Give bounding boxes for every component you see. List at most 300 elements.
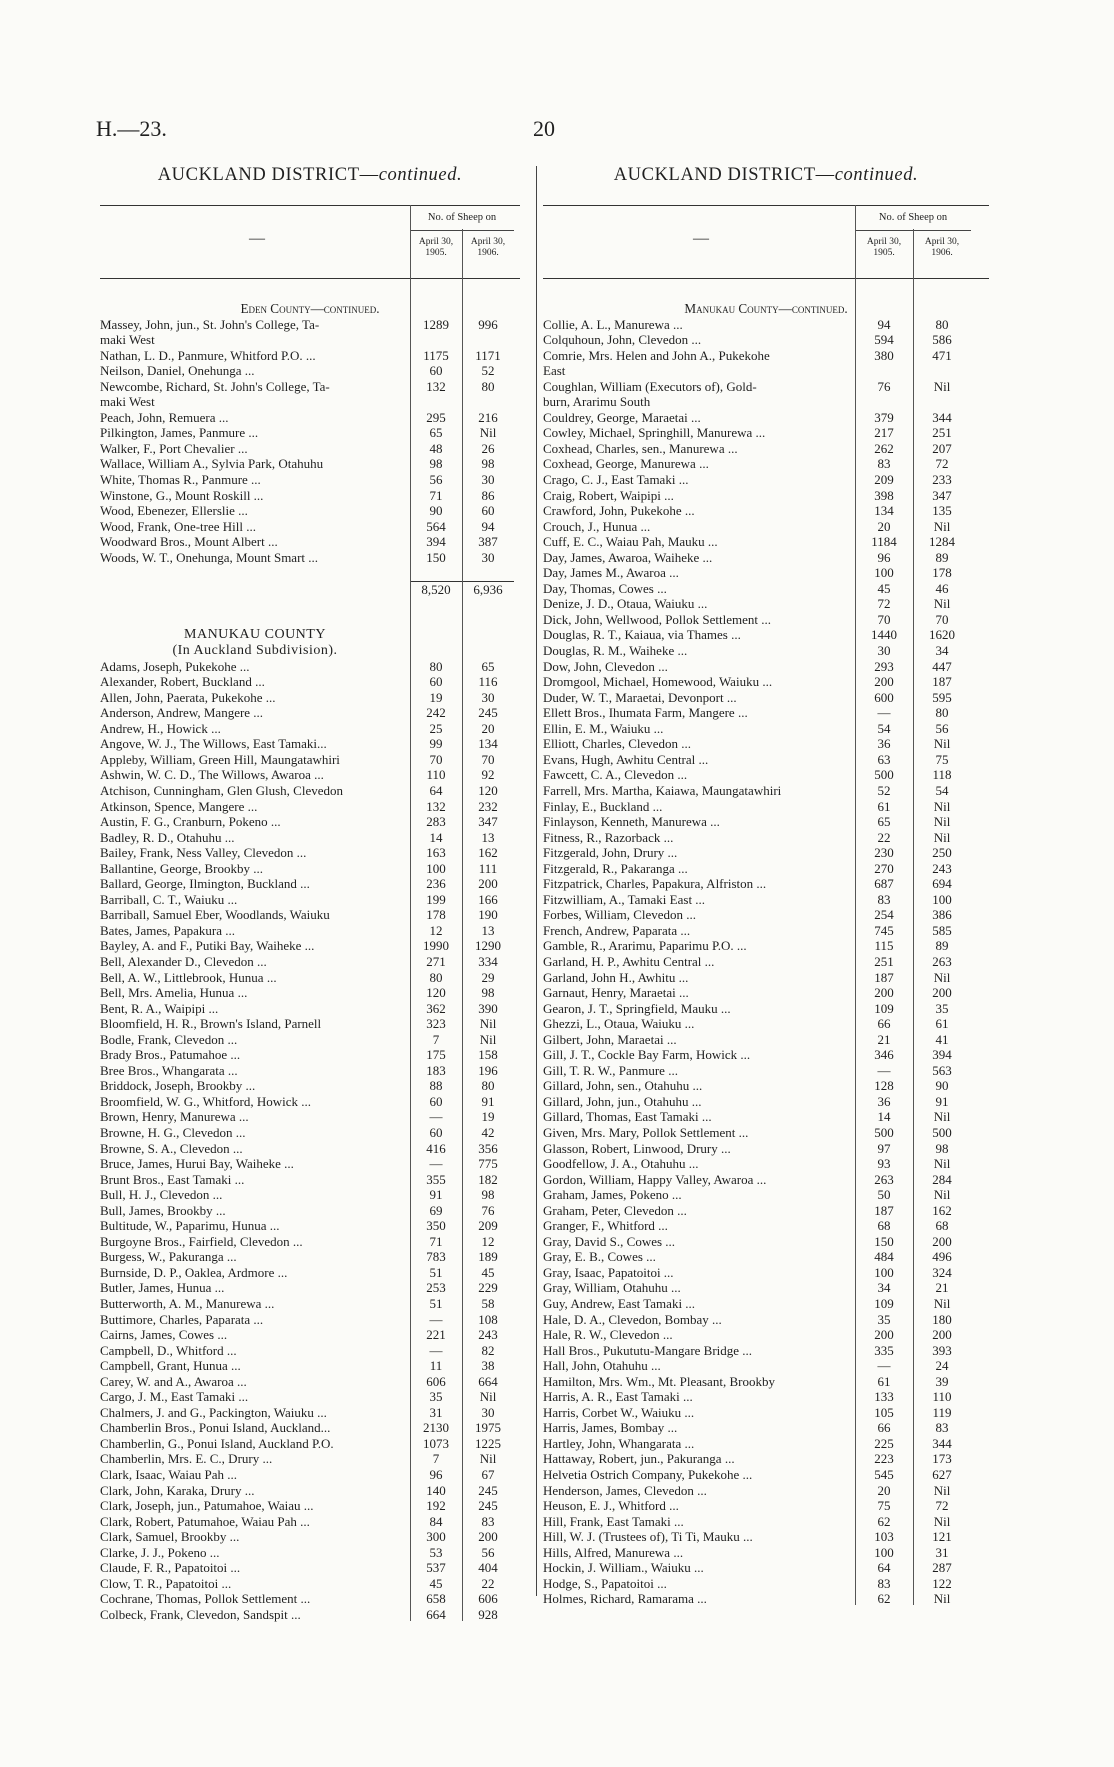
sheep-1906: 243: [478, 1327, 498, 1343]
sheep-1905: 98: [429, 456, 443, 472]
year-header-1905: April 30, 1905.: [418, 237, 454, 258]
sheep-1906: 207: [932, 440, 952, 456]
sheep-1905: 110: [426, 767, 446, 783]
owner-name: Appleby, William, Green Hill, Maungatawhiri: [100, 751, 340, 767]
name-column-header: —: [693, 230, 709, 247]
sheep-1905: 187: [874, 1202, 894, 1218]
sheep-1905: 362: [426, 1000, 446, 1016]
sheep-1906: 26: [481, 440, 495, 456]
owner-name: Gillard, Thomas, East Tamaki ...: [543, 1109, 712, 1125]
table-row: [543, 1529, 989, 1545]
sheep-1905: 63: [877, 751, 891, 767]
sheep-1905: 209: [874, 472, 894, 488]
sheep-1906: 42: [481, 1124, 495, 1140]
sheep-1906: 98: [481, 456, 495, 472]
sheep-1906: Nil: [933, 1296, 951, 1311]
sheep-1906: 162: [478, 845, 498, 861]
sheep-1906: Nil: [933, 1187, 951, 1203]
sheep-1905: 606: [426, 1373, 446, 1389]
table-row: [100, 348, 520, 364]
table-row: [100, 923, 520, 939]
owner-name: Andrew, H., Howick ...: [100, 720, 221, 736]
owner-name: Badley, R. D., Otahuhu ...: [100, 829, 235, 845]
sheep-1906: 65: [481, 658, 495, 674]
table-row: [543, 1016, 989, 1032]
owner-name: Neilson, Daniel, Onehunga ...: [100, 363, 255, 379]
sheep-1905: 200: [874, 1327, 894, 1343]
sheep-1906: 35: [935, 1000, 949, 1016]
owner-name: Chamberlin, Mrs. E. C., Drury ...: [100, 1451, 273, 1467]
sheep-1906: 393: [932, 1342, 952, 1358]
owner-name: Barriball, C. T., Waiuku ...: [100, 891, 238, 907]
owner-name: Gill, T. R. W., Panmure ...: [543, 1062, 678, 1078]
owner-name: Crawford, John, Pukekohe ...: [543, 503, 695, 519]
sheep-1905: 34: [877, 1280, 891, 1296]
owner-name: Hodge, S., Papatoitoi ...: [543, 1575, 667, 1591]
sheep-1905: 20: [877, 518, 891, 534]
table-row: [543, 1327, 989, 1343]
section-heading: [100, 627, 520, 643]
owner-name: Elliott, Charles, Clevedon ...: [543, 736, 692, 752]
sheep-1905: 60: [429, 674, 443, 690]
sheep-1905: 48: [429, 440, 443, 456]
sheep-1905: 150: [874, 1233, 894, 1249]
owner-name: Hall Bros., Pukututu-Mangare Bridge ...: [543, 1342, 753, 1358]
table-row: [543, 1141, 989, 1157]
owner-name: Wood, Frank, One-tree Hill ...: [100, 518, 256, 534]
sheep-1905: 664: [426, 1606, 446, 1622]
table-row: [543, 1265, 989, 1281]
owner-name: Pilkington, James, Panmure ...: [100, 425, 259, 441]
owner-name: Day, James M., Awaroa ...: [543, 565, 679, 581]
sheep-1905: 60: [429, 1124, 443, 1140]
table-row: [543, 985, 989, 1001]
owner-name: Bloomfield, H. R., Brown's Island, Parnell: [100, 1016, 322, 1032]
owner-name: Hale, D. A., Clevedon, Bombay ...: [543, 1311, 722, 1327]
sheep-1905: 200: [874, 674, 894, 690]
sheep-1906: 394: [932, 1047, 952, 1063]
sheep-1906: 1225: [475, 1435, 501, 1451]
sheep-1905: 62: [877, 1513, 891, 1529]
sheep-1905: 103: [874, 1529, 894, 1545]
table-row: [100, 876, 520, 892]
table-row: [100, 1607, 520, 1623]
owner-name: Ballantine, George, Brookby ...: [100, 860, 263, 876]
owner-name: Gray, William, Otahuhu ...: [543, 1280, 681, 1296]
owner-name: Collie, A. L., Manurewa ...: [543, 316, 683, 332]
table-row: [543, 1156, 989, 1172]
sheep-1906: Nil: [479, 1031, 497, 1047]
sheep-1905: 183: [426, 1062, 446, 1078]
section-title-main: AUCKLAND DISTRICT—: [157, 165, 379, 185]
sheep-1905: 283: [426, 814, 446, 830]
sheep-1906: 1284: [929, 534, 955, 550]
owner-name: Carey, W. and A., Awaroa ...: [100, 1373, 247, 1389]
owner-name: Gray, Isaac, Papatoitoi ...: [543, 1264, 674, 1280]
owner-name: East: [543, 363, 566, 379]
sheep-1906: 178: [932, 565, 952, 581]
owner-name: Wood, Ebenezer, Ellerslie ...: [100, 503, 248, 519]
sheep-1905: 500: [874, 767, 894, 783]
sheep-1906: 110: [932, 1389, 952, 1405]
sheep-1905: 115: [874, 938, 894, 954]
table-row: [543, 1172, 989, 1188]
sheep-1905: 56: [429, 472, 443, 488]
sheep-1906: 60: [481, 503, 495, 519]
sheep-1905: 1990: [423, 938, 449, 954]
table-body: [543, 279, 989, 1607]
table-row: [100, 1327, 520, 1343]
sheep-1906: 100: [932, 891, 952, 907]
sheep-1906: 187: [932, 674, 952, 690]
owner-name: Cowley, Michael, Springhill, Manurewa ...: [543, 425, 766, 441]
table-row: [543, 892, 989, 908]
sheep-1906: 70: [935, 611, 949, 627]
owner-name: Day, James, Awaroa, Waiheke ...: [543, 549, 713, 565]
sheep-1905: 70: [877, 611, 891, 627]
sheep-1905: 109: [874, 1000, 894, 1016]
sheep-1905: 36: [877, 736, 891, 752]
sheep-1905: 65: [429, 425, 443, 441]
owner-name: Ballard, George, Ilmington, Buckland ...: [100, 876, 310, 892]
table-row: [100, 456, 520, 472]
table-row: [543, 845, 989, 861]
table-row: [543, 425, 989, 441]
table-row: [543, 503, 989, 519]
section-heading: Eden County—continued.: [240, 301, 380, 316]
table-row: [543, 565, 989, 581]
owner-name: Clark, Isaac, Waiau Pah ...: [100, 1467, 237, 1483]
sheep-1905: 50: [877, 1187, 891, 1203]
sheep-1906: 20: [481, 720, 495, 736]
sheep-1905: 75: [877, 1498, 891, 1514]
owner-name: burn, Ararimu South: [543, 394, 651, 410]
table-row: [543, 1576, 989, 1592]
sheep-1905: 51: [429, 1296, 443, 1311]
sheep-1906: 39: [935, 1373, 949, 1389]
sheep-1906: 245: [478, 1482, 498, 1498]
table-row: [100, 783, 520, 799]
owner-name: Woods, W. T., Onehunga, Mount Smart ...: [100, 549, 319, 565]
table-row: [543, 783, 989, 799]
sheep-1905: 236: [426, 876, 446, 892]
sheep-1905: 68: [877, 1218, 891, 1234]
table-row: [100, 892, 520, 908]
sheep-1905: 295: [426, 409, 446, 425]
sheep-1906: 38: [481, 1358, 495, 1374]
sheep-1906: 46: [935, 580, 949, 596]
table-row: [100, 799, 520, 815]
table-row: [100, 425, 520, 441]
sheep-1906: 344: [932, 1435, 952, 1451]
sheep-1905: 100: [874, 1544, 894, 1560]
sheep-1905: 1184: [871, 534, 897, 550]
owner-name: Nathan, L. D., Panmure, Whitford P.O. ...: [100, 347, 316, 363]
sheep-1905: 323: [426, 1016, 446, 1032]
sheep-1906: 80: [481, 1078, 495, 1094]
owner-name: Graham, Peter, Clevedon ...: [543, 1202, 687, 1218]
table-row: [543, 1234, 989, 1250]
owner-name: French, Andrew, Paparata ...: [543, 922, 691, 938]
table-row: [543, 1405, 989, 1421]
sheep-1906: 595: [932, 689, 952, 705]
table-row: [100, 705, 520, 721]
sheep-1905: 61: [877, 798, 891, 814]
owner-name: Garland, H. P., Awhitu Central ...: [543, 953, 715, 969]
sheep-1906: 98: [935, 1140, 949, 1156]
sheep-1906: 216: [478, 409, 498, 425]
owner-name: Guy, Andrew, East Tamaki ...: [543, 1296, 696, 1311]
table-row: [543, 1591, 989, 1607]
owner-name: Brown, Henry, Manurewa ...: [100, 1109, 249, 1125]
table-row: [100, 1591, 520, 1607]
sheep-1906: 356: [478, 1140, 498, 1156]
sheep-1905: 484: [874, 1249, 894, 1265]
owner-name: Dromgool, Michael, Homewood, Waiuku ...: [543, 674, 773, 690]
sheep-1906: 134: [478, 736, 498, 752]
table-row: [543, 1436, 989, 1452]
table-row: [100, 1141, 520, 1157]
owner-name: Newcombe, Richard, St. John's College, Ta-: [100, 378, 330, 394]
owner-name: Massey, John, jun., St. John's College, Ta-: [100, 316, 320, 332]
sheep-1905: 69: [429, 1202, 443, 1218]
sheep-1905: 64: [429, 782, 443, 798]
sheep-1906: Nil: [933, 1591, 951, 1607]
table-row: [100, 845, 520, 861]
owner-name: Winstone, G., Mount Roskill ...: [100, 487, 264, 503]
sheep-1905: 84: [429, 1513, 443, 1529]
sheep-1905: 1440: [871, 627, 897, 643]
table-row: [543, 674, 989, 690]
sheep-1905: 8,520: [410, 581, 462, 597]
owner-name: Douglas, R. T., Kaiaua, via Thames ...: [543, 627, 741, 643]
sheep-1905: 7: [432, 1031, 440, 1047]
table-row: [100, 612, 520, 628]
sheep-1906: Nil: [479, 1451, 497, 1467]
county-heading: MANUKAU COUNTY: [184, 627, 326, 643]
sheep-1906: 90: [935, 1078, 949, 1094]
sheep-1906: Nil: [933, 596, 951, 612]
sheep-1905: 91: [429, 1187, 443, 1203]
owner-name: Hill, Frank, East Tamaki ...: [543, 1513, 684, 1529]
table-row: [543, 767, 989, 783]
table-row: [100, 767, 520, 783]
table-row: [100, 441, 520, 457]
sheep-1905: 83: [877, 456, 891, 472]
table-row: [543, 1483, 989, 1499]
table-row: [543, 799, 989, 815]
owner-name: Fitness, R., Razorback ...: [543, 829, 674, 845]
sheep-1906: 122: [932, 1575, 952, 1591]
sheep-1905: 545: [874, 1467, 894, 1483]
sheep-1905: 1289: [423, 316, 449, 332]
table-row: [100, 985, 520, 1001]
table-body: [100, 279, 520, 1622]
owner-name: Adams, Joseph, Pukekohe ...: [100, 658, 250, 674]
sheep-1906: 664: [478, 1373, 498, 1389]
sheep-1905: 54: [877, 720, 891, 736]
table-row: [100, 1529, 520, 1545]
sheep-1906: 334: [478, 953, 498, 969]
sheep-1905: 1175: [423, 347, 449, 363]
sheep-1906: 45: [481, 1264, 495, 1280]
sheep-1906: 196: [478, 1062, 498, 1078]
table-row: [100, 1420, 520, 1436]
sheep-1905: 76: [877, 378, 891, 394]
owner-name: Colquhoun, John, Clevedon ...: [543, 332, 702, 348]
owner-name: Glasson, Robert, Linwood, Drury ...: [543, 1140, 731, 1156]
sheep-1906: Nil: [933, 798, 951, 814]
owner-name: Finlay, E., Buckland ...: [543, 798, 663, 814]
owner-name: Bayley, A. and F., Putiki Bay, Waiheke ...: [100, 938, 315, 954]
sheep-1906: Nil: [933, 829, 951, 845]
sheep-1906: 209: [478, 1218, 498, 1234]
owner-name: Hall, John, Otahuhu ...: [543, 1358, 661, 1374]
table-row: [100, 690, 520, 706]
table-row: [543, 472, 989, 488]
sheep-1906: 694: [932, 876, 952, 892]
table-row: [543, 348, 989, 364]
sheep-1905: 109: [874, 1296, 894, 1311]
sheep-1905: 223: [874, 1451, 894, 1467]
sheep-1906: 200: [478, 876, 498, 892]
owner-name: Wallace, William A., Sylvia Park, Otahuhu: [100, 456, 324, 472]
table-row: [543, 876, 989, 892]
column-rule: [913, 229, 914, 1605]
year-header-1906: April 30, 1906.: [470, 237, 506, 258]
sheep-1906: 1290: [475, 938, 501, 954]
table-row: [543, 970, 989, 986]
table-row: [100, 1436, 520, 1452]
sheep-1906: 80: [935, 705, 949, 721]
owner-name: maki West: [100, 332, 155, 348]
table-row: [543, 1203, 989, 1219]
owner-name: Gillard, John, jun., Otahuhu ...: [543, 1093, 702, 1109]
owner-name: Harris, Corbet W., Waiuku ...: [543, 1404, 695, 1420]
owner-name: Cairns, James, Cowes ...: [100, 1327, 228, 1343]
sheep-1906: 347: [478, 814, 498, 830]
sheep-1906: 56: [935, 720, 949, 736]
table-row: [100, 1109, 520, 1125]
table-row: [543, 1343, 989, 1359]
owner-name: Fitzgerald, John, Drury ...: [543, 845, 678, 861]
sheep-1906: 29: [481, 969, 495, 985]
owner-name: Allen, John, Paerata, Pukekohe ...: [100, 689, 276, 705]
sheep-1906: 200: [478, 1529, 498, 1545]
sheep-1906: 158: [478, 1047, 498, 1063]
sheep-1906: 34: [935, 643, 949, 659]
owner-name: Henderson, James, Clevedon ...: [543, 1482, 707, 1498]
owner-name: Hattaway, Robert, jun., Pakuranga ...: [543, 1451, 735, 1467]
owner-name: Hamilton, Mrs. Wm., Mt. Pleasant, Brookby: [543, 1373, 775, 1389]
sheep-1905: 132: [426, 798, 446, 814]
sheep-1905: 200: [874, 985, 894, 1001]
sheep-1906: 775: [478, 1156, 498, 1172]
sheep-1905: 394: [426, 534, 446, 550]
total-row: [100, 581, 520, 597]
sheep-1905: 416: [426, 1140, 446, 1156]
sheep-1905: 658: [426, 1591, 446, 1607]
sheep-1905: 199: [426, 891, 446, 907]
table-row: [543, 317, 989, 333]
owner-name: Ellin, E. M., Waiuku ...: [543, 720, 664, 736]
sheep-1906: 245: [478, 1498, 498, 1514]
table-row: [100, 1156, 520, 1172]
sheep-1906: 31: [935, 1544, 949, 1560]
owner-name: Bodle, Frank, Clevedon ...: [100, 1031, 238, 1047]
sheep-1906: 135: [932, 503, 952, 519]
table-row: [543, 1063, 989, 1079]
section-title-main: AUCKLAND DISTRICT—: [613, 165, 835, 185]
owner-name: Atchison, Cunningham, Glen Glush, Clevedon: [100, 782, 344, 798]
owner-name: [100, 596, 410, 612]
sheep-1906: 471: [932, 347, 952, 363]
table-row: [100, 1467, 520, 1483]
table-row: [100, 659, 520, 675]
year-header-1905: April 30, 1905.: [866, 237, 902, 258]
sheep-1905: 1073: [423, 1435, 449, 1451]
sheep-1906: 404: [478, 1560, 498, 1576]
sheep-1906: 13: [481, 922, 495, 938]
sheep-1905: 83: [877, 1575, 891, 1591]
sheep-1906: 120: [478, 782, 498, 798]
sheep-1906: 80: [481, 378, 495, 394]
sheep-1905: 271: [426, 953, 446, 969]
owner-name: Bell, Alexander D., Clevedon ...: [100, 953, 267, 969]
sheep-1906: 229: [478, 1280, 498, 1296]
sheep-1905: 61: [877, 1373, 891, 1389]
owner-name: Gray, E. B., Cowes ...: [543, 1249, 656, 1265]
report-reference: H.—23.: [96, 116, 167, 141]
sheep-1906: 996: [478, 316, 498, 332]
sheep-1906: 41: [935, 1031, 949, 1047]
owner-name: Hill, W. J. (Trustees of), Ti Ti, Mauku ...: [543, 1529, 753, 1545]
owner-name: Browne, S. A., Clevedon ...: [100, 1140, 243, 1156]
sheep-1905: 45: [429, 1575, 443, 1591]
owner-name: Duder, W. T., Maraetai, Devonport ...: [543, 689, 737, 705]
sheep-1906: 200: [932, 1233, 952, 1249]
table-row: [543, 1125, 989, 1141]
owner-name: Ghezzi, L., Otaua, Waiuku ...: [543, 1016, 695, 1032]
table-row: [100, 938, 520, 954]
sheep-1905: 99: [429, 736, 443, 752]
table-row: [543, 659, 989, 675]
sheep-1906: 82: [481, 1342, 495, 1358]
table-row: [543, 690, 989, 706]
sheep-1905: 270: [874, 860, 894, 876]
table-row: [543, 394, 989, 410]
sheep-1906: 56: [481, 1544, 495, 1560]
table-row: [100, 1576, 520, 1592]
owner-name: Garland, John H., Awhitu ...: [543, 969, 689, 985]
sheep-1906: 30: [481, 549, 495, 565]
sheep-1906: 67: [481, 1467, 495, 1483]
owner-name: Heuson, E. J., Whitford ...: [543, 1498, 679, 1514]
sheep-1906: Nil: [933, 969, 951, 985]
sheep-1906: 233: [932, 472, 952, 488]
sheep-1906: 98: [481, 1187, 495, 1203]
sheep-1905: 105: [874, 1404, 894, 1420]
owner-name: Browne, H. G., Clevedon ...: [100, 1124, 246, 1140]
sheep-1905: 350: [426, 1218, 446, 1234]
sheep-1905: 20: [877, 1482, 891, 1498]
owner-name: Crouch, J., Hunua ...: [543, 518, 651, 534]
table-row: [543, 550, 989, 566]
sheep-1905: 380: [874, 347, 894, 363]
sheep-1906: 119: [932, 1404, 952, 1420]
table-row: [543, 1296, 989, 1312]
sheep-1906: 61: [935, 1016, 949, 1032]
